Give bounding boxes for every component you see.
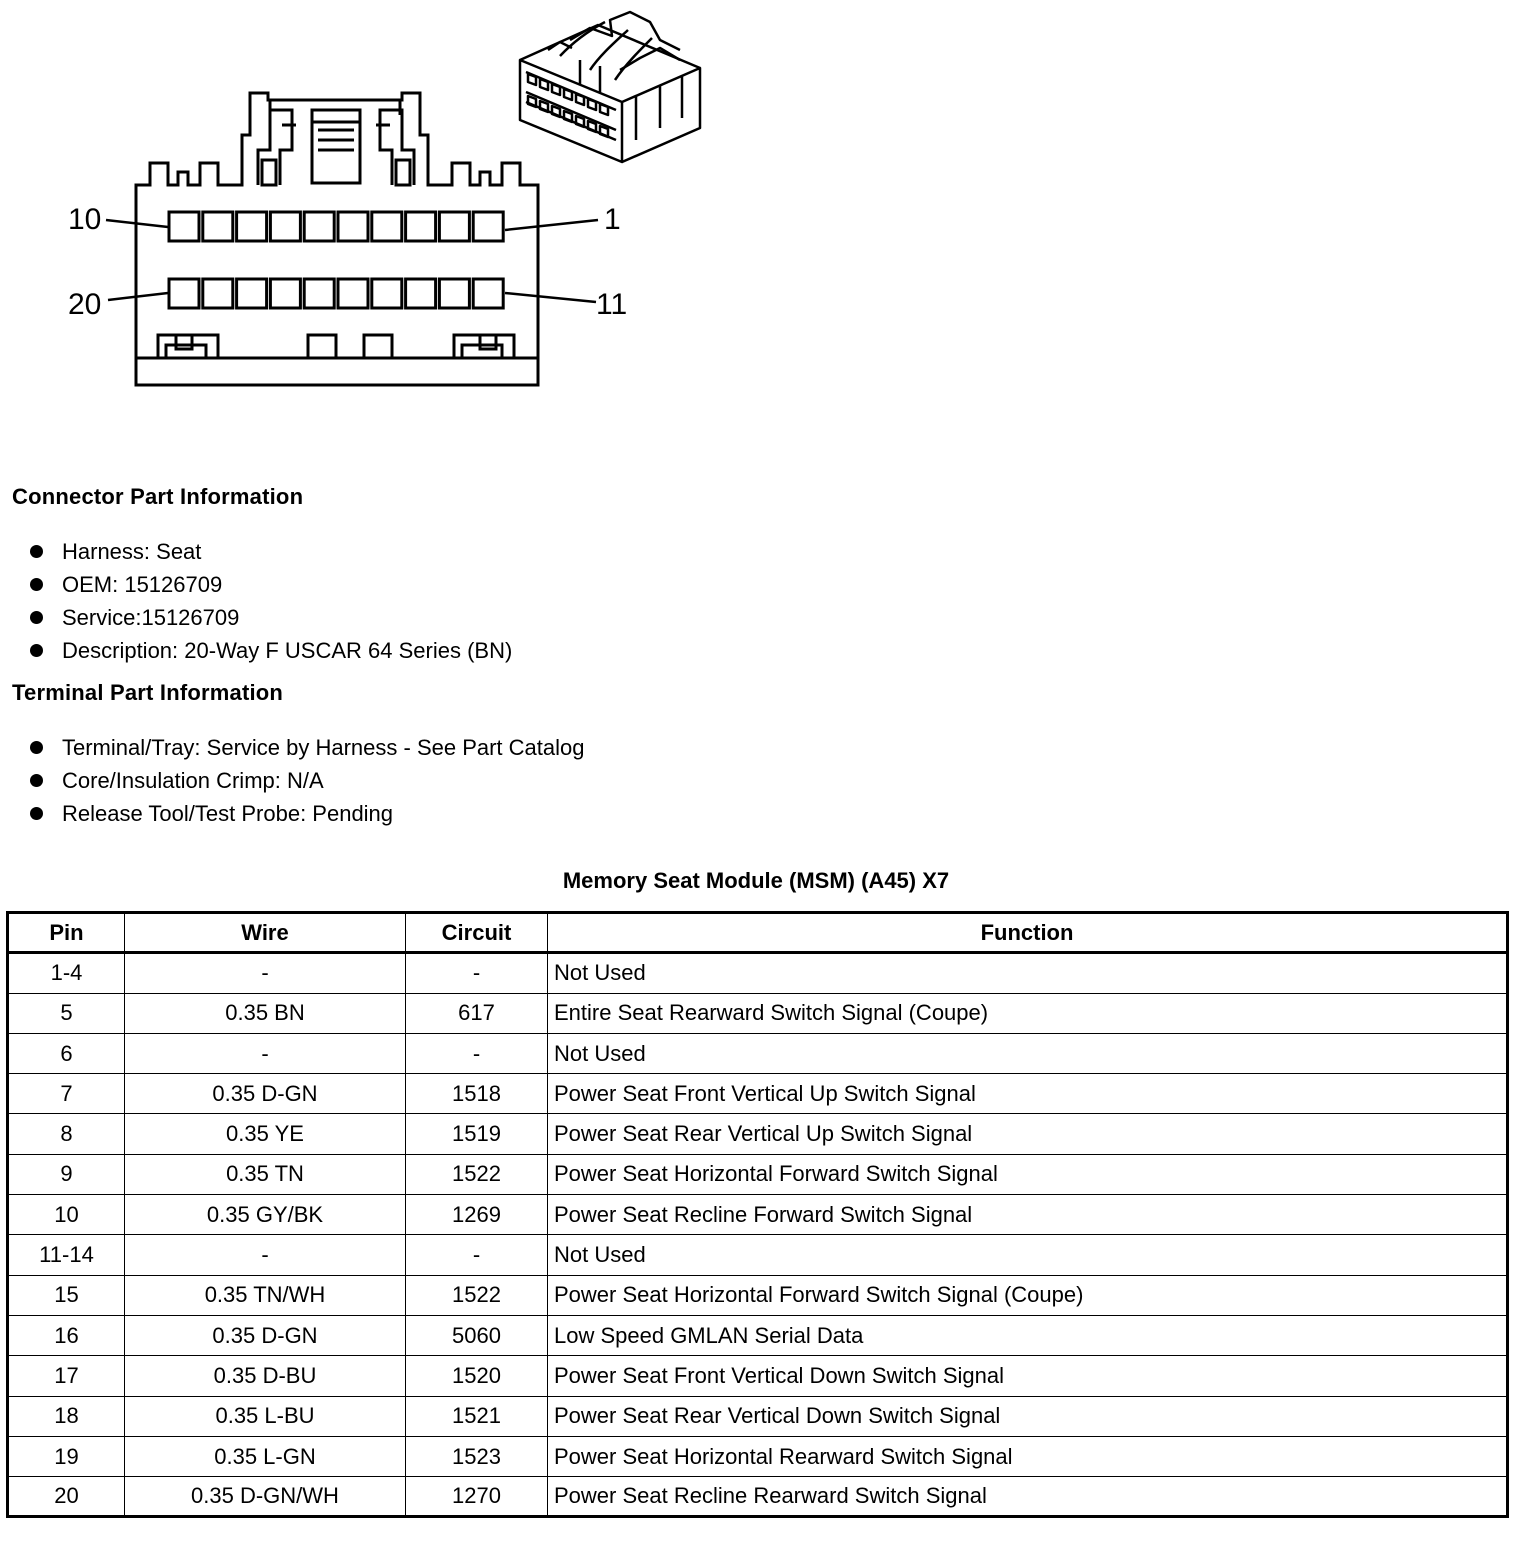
cell-pin: 8: [8, 1114, 125, 1154]
table-row: [8, 1195, 1508, 1235]
cell-wire: 0.35 BN: [125, 993, 406, 1033]
cell-circuit: -: [406, 953, 548, 993]
leader-line-pin-1: [505, 220, 598, 230]
column-header-wire: Wire: [125, 913, 406, 953]
table-row: [8, 1154, 1508, 1194]
list-item: Core/Insulation Crimp: N/A: [30, 764, 585, 797]
pin-label-20: 20: [68, 288, 102, 321]
cell-function: Power Seat Front Vertical Up Switch Signal: [548, 1074, 1508, 1114]
connector-part-info-heading: Connector Part Information: [12, 484, 304, 509]
cell-function: Not Used: [548, 953, 1508, 993]
pin-cavity-5: [338, 212, 368, 241]
table-row: [8, 993, 1508, 1033]
pinout-table-body: [8, 953, 1508, 1517]
cell-circuit: 1518: [406, 1074, 548, 1114]
cell-wire: 0.35 YE: [125, 1114, 406, 1154]
pin-cavity-13: [406, 279, 436, 308]
cell-wire: 0.35 TN/WH: [125, 1275, 406, 1315]
pin-cavity-8: [237, 212, 267, 241]
cell-wire: 0.35 TN: [125, 1154, 406, 1194]
cell-circuit: 1523: [406, 1436, 548, 1476]
table-row: [8, 1275, 1508, 1315]
cell-circuit: -: [406, 1033, 548, 1073]
pin-cavity-10: [169, 212, 199, 241]
cell-pin: 18: [8, 1396, 125, 1436]
list-item: Service:15126709: [30, 601, 512, 634]
table-row: [8, 1356, 1508, 1396]
leader-line-pin-20: [108, 293, 168, 300]
connector-part-info-list: [30, 535, 512, 667]
cell-circuit: 1520: [406, 1356, 548, 1396]
cell-wire: 0.35 GY/BK: [125, 1195, 406, 1235]
cell-wire: 0.35 D-GN: [125, 1074, 406, 1114]
table-row: [8, 1396, 1508, 1436]
pin-cavity-20: [169, 279, 199, 308]
pin-cavity-17: [270, 279, 300, 308]
cell-pin: 7: [8, 1074, 125, 1114]
cell-circuit: 1522: [406, 1154, 548, 1194]
table-row: [8, 1436, 1508, 1476]
cell-wire: 0.35 D-GN/WH: [125, 1477, 406, 1517]
cell-wire: 0.35 L-GN: [125, 1436, 406, 1476]
list-item: OEM: 15126709: [30, 568, 512, 601]
pin-cavity-3: [406, 212, 436, 241]
pin-cavity-16: [304, 279, 334, 308]
cell-pin: 9: [8, 1154, 125, 1194]
cell-function: Power Seat Front Vertical Down Switch Signal: [548, 1356, 1508, 1396]
cell-pin: 1-4: [8, 953, 125, 993]
cell-circuit: 1269: [406, 1195, 548, 1235]
table-row: [8, 1074, 1508, 1114]
table-row: [8, 1235, 1508, 1275]
cell-function: Low Speed GMLAN Serial Data: [548, 1315, 1508, 1355]
pin-cavity-19: [203, 279, 233, 308]
column-header-pin: Pin: [8, 913, 125, 953]
pin-row-bottom: [169, 279, 503, 308]
pin-cavity-14: [372, 279, 402, 308]
cell-function: Entire Seat Rearward Switch Signal (Coupe): [548, 993, 1508, 1033]
pin-row-top: [169, 212, 503, 241]
pinout-table: [6, 911, 1509, 1518]
cell-wire: 0.35 D-GN: [125, 1315, 406, 1355]
pin-label-10: 10: [68, 203, 102, 236]
terminal-part-info-heading: Terminal Part Information: [12, 680, 284, 705]
list-item: Harness: Seat: [30, 535, 512, 568]
cell-pin: 16: [8, 1315, 125, 1355]
column-header-circuit: Circuit: [406, 913, 548, 953]
cell-function: Power Seat Rear Vertical Up Switch Signal: [548, 1114, 1508, 1154]
cell-circuit: -: [406, 1235, 548, 1275]
pin-cavity-15: [338, 279, 368, 308]
cell-function: Power Seat Recline Forward Switch Signal: [548, 1195, 1508, 1235]
cell-pin: 17: [8, 1356, 125, 1396]
pin-cavity-12: [439, 279, 469, 308]
pin-cavity-6: [304, 212, 334, 241]
cell-pin: 5: [8, 993, 125, 1033]
table-row: [8, 953, 1508, 993]
cell-function: Power Seat Horizontal Forward Switch Signal: [548, 1154, 1508, 1194]
table-title: Memory Seat Module (MSM) (A45) X7: [562, 868, 950, 893]
cell-function: Not Used: [548, 1033, 1508, 1073]
cell-pin: 15: [8, 1275, 125, 1315]
cell-pin: 11-14: [8, 1235, 125, 1275]
cell-wire: 0.35 D-BU: [125, 1356, 406, 1396]
cell-circuit: 617: [406, 993, 548, 1033]
cell-function: Power Seat Recline Rearward Switch Signal: [548, 1477, 1508, 1517]
list-item: Release Tool/Test Probe: Pending: [30, 797, 585, 830]
cell-circuit: 5060: [406, 1315, 548, 1355]
connector-isometric-view: [520, 12, 700, 162]
cell-wire: 0.35 L-BU: [125, 1396, 406, 1436]
cell-pin: 20: [8, 1477, 125, 1517]
pin-cavity-7: [270, 212, 300, 241]
table-row: [8, 1477, 1508, 1517]
pin-label-11: 11: [596, 288, 628, 321]
cell-function: Power Seat Rear Vertical Down Switch Signal: [548, 1396, 1508, 1436]
cell-function: Power Seat Horizontal Forward Switch Signal (Coupe): [548, 1275, 1508, 1315]
leader-line-pin-11: [505, 293, 596, 302]
table-header-row: [8, 913, 1508, 953]
pin-cavity-1: [473, 212, 503, 241]
table-row: [8, 1315, 1508, 1355]
list-item: Description: 20-Way F USCAR 64 Series (BN): [30, 634, 512, 667]
cell-circuit: 1270: [406, 1477, 548, 1517]
column-header-function: Function: [548, 913, 1508, 953]
pin-cavity-18: [237, 279, 267, 308]
pin-cavity-11: [473, 279, 503, 308]
pin-label-1: 1: [604, 203, 621, 236]
table-row: [8, 1114, 1508, 1154]
cell-pin: 10: [8, 1195, 125, 1235]
table-row: [8, 1033, 1508, 1073]
cell-function: Power Seat Horizontal Rearward Switch Signal: [548, 1436, 1508, 1476]
terminal-part-info-list: [30, 731, 585, 830]
pin-cavity-4: [372, 212, 402, 241]
cell-wire: -: [125, 953, 406, 993]
cell-wire: -: [125, 1033, 406, 1073]
connector-diagram: [0, 0, 760, 400]
cell-wire: -: [125, 1235, 406, 1275]
list-item: Terminal/Tray: Service by Harness - See Part Catalog: [30, 731, 585, 764]
pin-cavity-9: [203, 212, 233, 241]
pin-cavity-2: [439, 212, 469, 241]
cell-pin: 6: [8, 1033, 125, 1073]
cell-circuit: 1521: [406, 1396, 548, 1436]
cell-pin: 19: [8, 1436, 125, 1476]
cell-function: Not Used: [548, 1235, 1508, 1275]
cell-circuit: 1519: [406, 1114, 548, 1154]
cell-circuit: 1522: [406, 1275, 548, 1315]
